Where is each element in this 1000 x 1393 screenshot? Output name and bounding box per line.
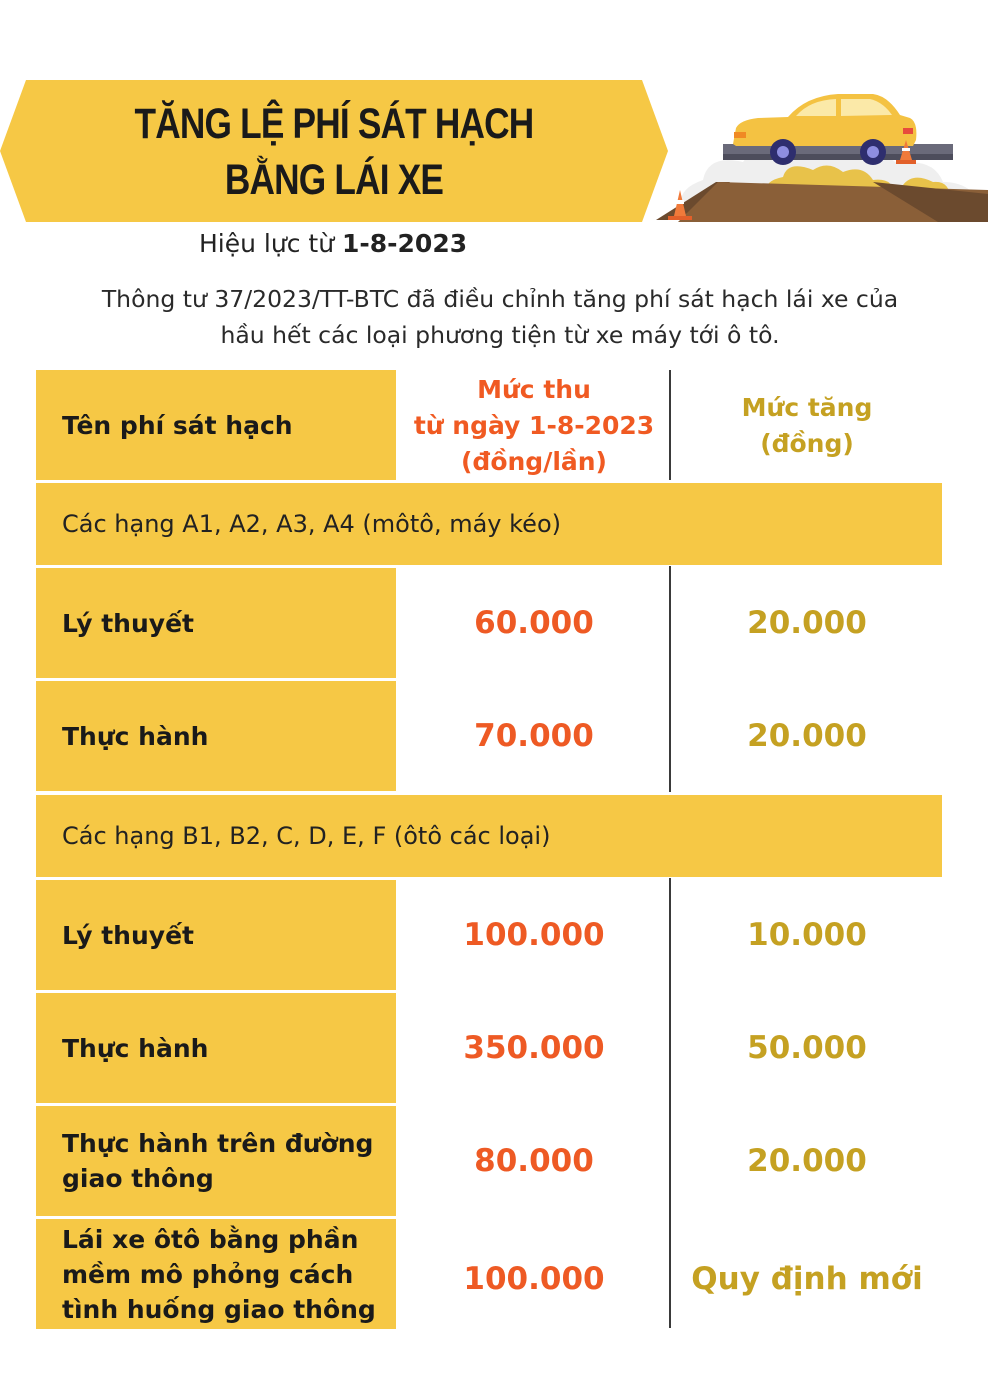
column-header-increase (672, 372, 942, 480)
rate-header-line-3: (đồng/lần) (461, 447, 607, 476)
row-increase: 10.000 (747, 917, 867, 953)
row-rate: 80.000 (474, 1143, 594, 1179)
row-name-line-2: mềm mô phỏng cách (62, 1259, 354, 1289)
row-name (36, 1219, 396, 1329)
row-name (36, 1106, 396, 1216)
intro-line-1: Thông tư 37/2023/TT-BTC đã điều chỉnh tăng phí sát hạch lái xe của (101, 285, 899, 313)
row-increase: 20.000 (747, 605, 867, 641)
rate-header-line-2: từ ngày 1-8-2023 (413, 411, 655, 440)
intro-line-2: hầu hết các loại phương tiện từ xe máy tới ô tô. (220, 321, 780, 349)
column-header-name: Tên phí sát hạch (36, 370, 396, 480)
section-title: Các hạng A1, A2, A3, A4 (môtô, máy kéo) (36, 483, 942, 565)
title-line-2: BẰNG LÁI XE (224, 156, 444, 204)
row-increase: 20.000 (747, 718, 867, 754)
row-name: Lý thuyết (36, 880, 396, 990)
increase-header-line-2: (đồng) (760, 429, 854, 458)
row-name-line-3: tình huống giao thông (62, 1294, 376, 1324)
title-line-1: TĂNG LỆ PHÍ SÁT HẠCH (134, 100, 534, 148)
increase-header-line-1: Mức tăng (741, 393, 873, 422)
row-name: Lý thuyết (36, 568, 396, 678)
column-header-rate (398, 372, 670, 480)
row-increase: 50.000 (747, 1030, 867, 1066)
rate-header-line-1: Mức thu (477, 375, 591, 404)
row-rate: 100.000 (463, 1261, 605, 1297)
page-title (60, 96, 608, 208)
row-name: Thực hành (36, 993, 396, 1103)
effective-date-value: 1-8-2023 (342, 229, 468, 258)
row-increase: Quy định mới (691, 1261, 923, 1297)
section-title: Các hạng B1, B2, C, D, E, F (ôtô các loại) (36, 795, 942, 877)
effective-date (199, 229, 467, 258)
row-name: Thực hành (36, 681, 396, 791)
row-rate: 60.000 (474, 605, 594, 641)
car-illustration (648, 82, 998, 227)
row-name-line-1: Thực hành trên đường (62, 1129, 374, 1158)
row-rate: 350.000 (463, 1030, 605, 1066)
row-name-line-2: giao thông (62, 1164, 214, 1193)
intro-text (40, 281, 960, 353)
row-name-line-1: Lái xe ôtô bằng phần (62, 1224, 359, 1254)
row-increase: 20.000 (747, 1143, 867, 1179)
row-rate: 100.000 (463, 917, 605, 953)
effective-prefix: Hiệu lực từ (199, 229, 342, 258)
row-rate: 70.000 (474, 718, 594, 754)
